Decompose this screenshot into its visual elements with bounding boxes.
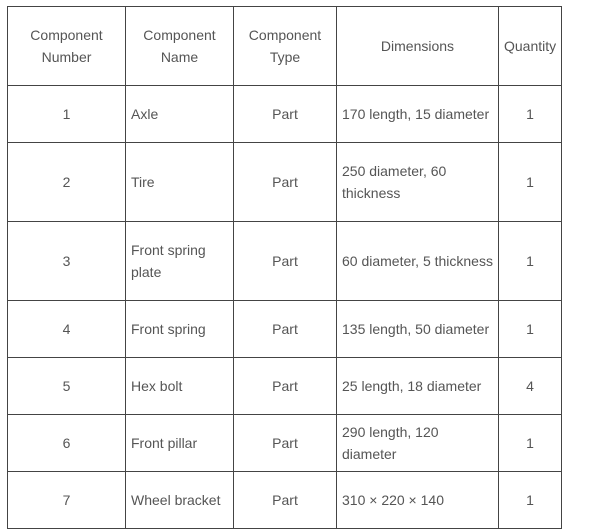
cell-number: 5 xyxy=(8,358,126,415)
table-row xyxy=(8,472,562,529)
cell-name: Wheel bracket xyxy=(126,472,234,529)
table-row xyxy=(8,222,562,301)
header-quantity: Quantity xyxy=(499,7,562,86)
cell-name: Hex bolt xyxy=(126,358,234,415)
cell-quantity: 1 xyxy=(499,86,562,143)
header-component-type: Component Type xyxy=(234,7,337,86)
cell-quantity: 1 xyxy=(499,143,562,222)
cell-dimensions: 250 diameter, 60 thickness xyxy=(337,143,499,222)
cell-dimensions: 25 length, 18 diameter xyxy=(337,358,499,415)
cell-type: Part xyxy=(234,472,337,529)
cell-number: 4 xyxy=(8,301,126,358)
cell-dimensions: 290 length, 120 diameter xyxy=(337,415,499,472)
header-component-name: Component Name xyxy=(126,7,234,86)
cell-name: Axle xyxy=(126,86,234,143)
cell-number: 6 xyxy=(8,415,126,472)
cell-quantity: 4 xyxy=(499,358,562,415)
cell-quantity: 1 xyxy=(499,301,562,358)
cell-quantity: 1 xyxy=(499,472,562,529)
header-component-number: Component Number xyxy=(8,7,126,86)
cell-dimensions: 310 × 220 × 140 xyxy=(337,472,499,529)
cell-number: 7 xyxy=(8,472,126,529)
cell-dimensions: 170 length, 15 diameter xyxy=(337,86,499,143)
components-table xyxy=(7,6,562,529)
cell-number: 1 xyxy=(8,86,126,143)
cell-name: Tire xyxy=(126,143,234,222)
cell-type: Part xyxy=(234,222,337,301)
cell-type: Part xyxy=(234,143,337,222)
cell-number: 3 xyxy=(8,222,126,301)
table-row xyxy=(8,86,562,143)
cell-type: Part xyxy=(234,358,337,415)
table-row xyxy=(8,358,562,415)
cell-type: Part xyxy=(234,86,337,143)
cell-type: Part xyxy=(234,415,337,472)
header-dimensions: Dimensions xyxy=(337,7,499,86)
cell-name: Front pillar xyxy=(126,415,234,472)
table-row xyxy=(8,415,562,472)
table-header-row xyxy=(8,7,562,86)
cell-name: Front spring xyxy=(126,301,234,358)
cell-dimensions: 60 diameter, 5 thickness xyxy=(337,222,499,301)
table-row xyxy=(8,143,562,222)
cell-name: Front spring plate xyxy=(126,222,234,301)
cell-quantity: 1 xyxy=(499,415,562,472)
cell-dimensions: 135 length, 50 diameter xyxy=(337,301,499,358)
cell-number: 2 xyxy=(8,143,126,222)
table-row xyxy=(8,301,562,358)
cell-quantity: 1 xyxy=(499,222,562,301)
cell-type: Part xyxy=(234,301,337,358)
